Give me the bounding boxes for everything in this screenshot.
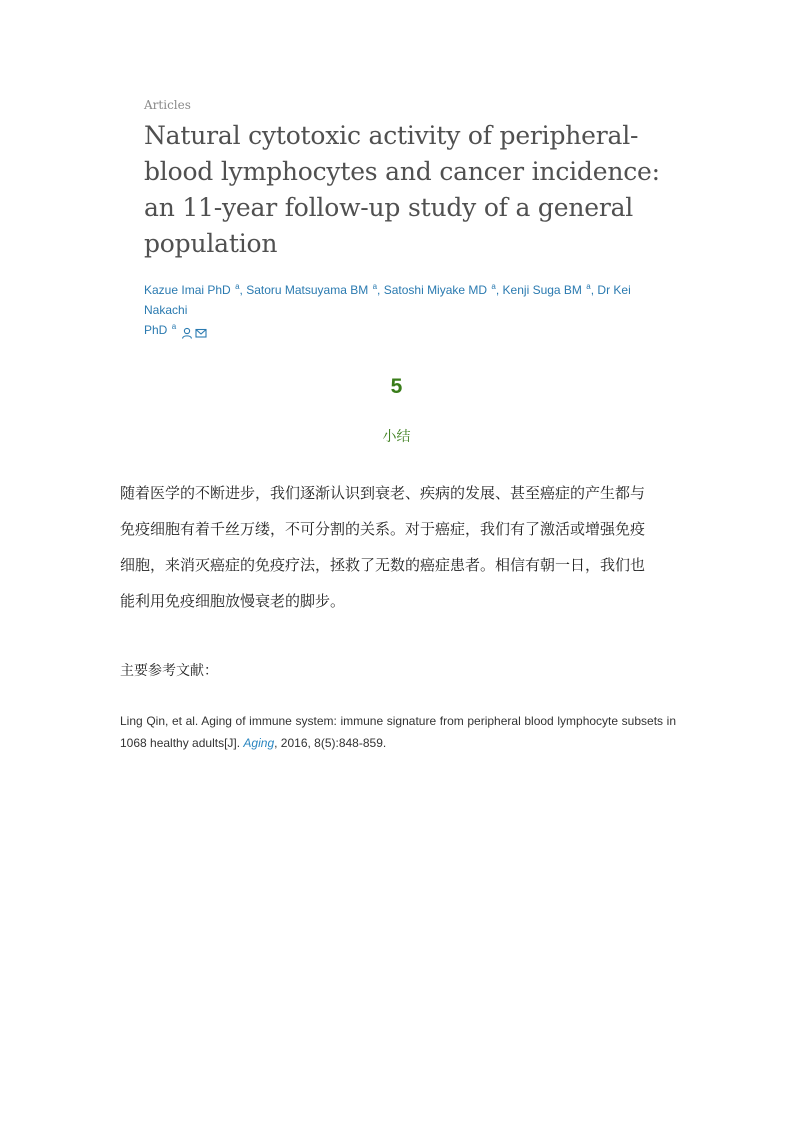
author-link[interactable]: Satoshi Miyake MD $^a$ — [383, 282, 496, 297]
reference-item — [120, 710, 676, 754]
article-section-label: Articles — [144, 98, 191, 112]
section-number: 5 — [390, 375, 403, 398]
section-title: 小结 — [382, 429, 411, 445]
author-link[interactable]: Dr Kei Nakachi PhD $^a$ — [144, 283, 631, 337]
reference-text: Ling Qin, et al. Aging of immune system: immune signature from peripheral blood lymphocyte subsets in 1068 healthy adults[J]. — [120, 714, 676, 750]
journal-link[interactable]: Aging — [243, 736, 275, 750]
article-title — [144, 118, 664, 262]
person-icon[interactable] — [181, 325, 193, 337]
article-title-line: blood lymphocytes and cancer incidence: — [144, 157, 660, 186]
paragraph-line: 随着医学的不断进步，我们逐渐认识到衰老、疾病的发展、甚至癌症的产生都与 — [120, 484, 646, 502]
paragraph-line: 免疫细胞有着千丝万缕，不可分割的关系。对于癌症，我们有了激活或增强免疫 — [120, 520, 646, 538]
article-title-line: an 11-year follow-up study of a general — [144, 193, 634, 222]
paragraph-line: 能利用免疫细胞放慢衰老的脚步。 — [120, 592, 346, 610]
author-link[interactable]: Kenji Suga BM $^a$ — [502, 282, 591, 297]
reference-citation: , 2016, 8(5):848-859. — [274, 736, 387, 750]
summary-paragraph — [120, 475, 676, 619]
envelope-icon[interactable] — [195, 325, 207, 337]
author-link[interactable]: Satoru Matsuyama BM $^a$ — [246, 282, 378, 297]
author-list: Kazue Imai PhD $^a$, Satoru Matsuyama BM $^a$, Satoshi Miyake MD $^a$, Kenji Suga BM $^a$, Dr Kei Nakachi PhD $^a$ — [144, 282, 631, 337]
article-screenshot — [144, 96, 664, 340]
author-link[interactable]: Kazue Imai PhD $^a$ — [144, 282, 240, 297]
references-heading: 主要参考文献： — [120, 663, 218, 679]
article-title-line: Natural cytotoxic activity of peripheral- — [144, 121, 639, 150]
article-title-line: population — [144, 229, 278, 258]
paragraph-line: 细胞，来消灭癌症的免疫疗法，拯救了无数的癌症患者。相信有朝一日，我们也 — [120, 556, 646, 574]
